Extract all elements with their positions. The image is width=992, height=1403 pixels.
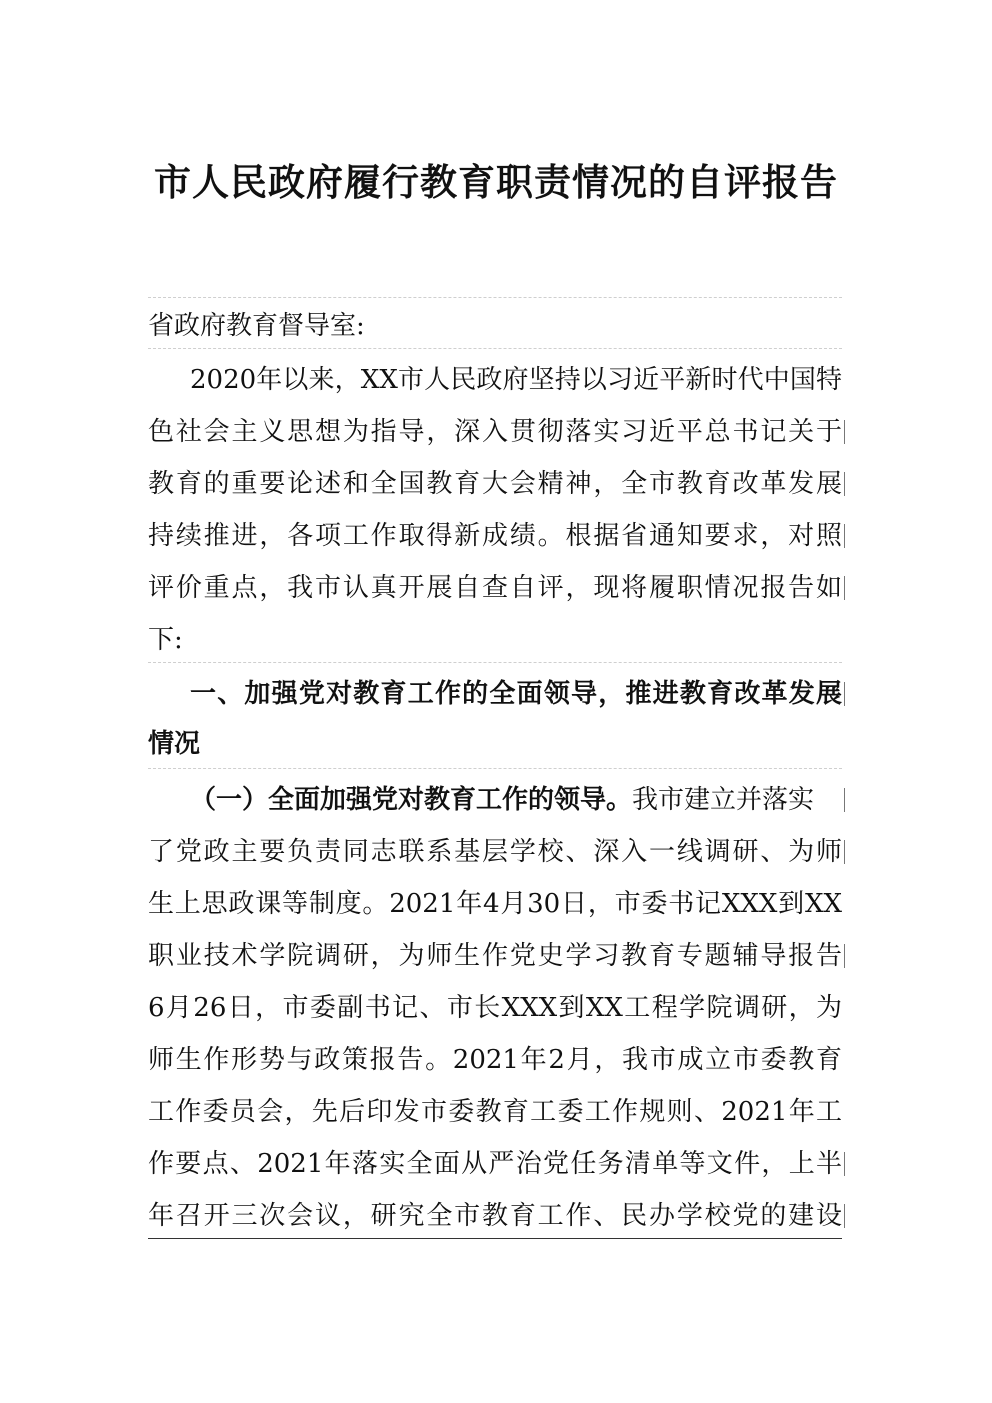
subsection-first-line	[190, 780, 842, 820]
margin-mark	[844, 788, 845, 812]
divider	[148, 768, 842, 769]
body-line: 职业技术学院调研，为师生作党史学习教育专题辅导报告	[148, 941, 842, 971]
section-heading: 情况	[148, 729, 201, 759]
section-heading: 一、加强党对教育工作的全面领导，推进教育改革发展	[190, 679, 842, 709]
margin-mark	[844, 420, 845, 444]
intro-line: 2020年以来，XX市人民政府坚持以习近平新时代中国特	[190, 365, 842, 395]
body-line: 作要点、2021年落实全面从严治党任务清单等文件，上半	[148, 1149, 842, 1179]
salutation: 省政府教育督导室:	[148, 311, 365, 341]
margin-mark	[844, 840, 845, 864]
subsection-heading: （一）全面加强党对教育工作的领导。	[190, 785, 633, 815]
intro-line: 持续推进，各项工作取得新成绩。根据省通知要求，对照	[148, 521, 842, 551]
body-line: 工作委员会，先后印发市委教育工委工作规则、2021年工	[148, 1097, 842, 1127]
margin-mark	[844, 1204, 845, 1228]
body-line: 师生作形势与政策报告。2021年2月，我市成立市委教育	[148, 1045, 842, 1075]
body-line: 了党政主要负责同志联系基层学校、深入一线调研、为师	[148, 837, 842, 867]
body-line: 6月26日，市委副书记、市长XXX到XX工程学院调研，为	[148, 993, 842, 1023]
intro-line: 教育的重要论述和全国教育大会精神，全市教育改革发展	[148, 469, 842, 499]
divider	[148, 348, 842, 349]
margin-mark	[844, 472, 845, 496]
body-line: 生上思政课等制度。2021年4月30日，市委书记XXX到XX	[148, 889, 842, 919]
page-bottom-rule	[148, 1238, 842, 1239]
divider	[148, 662, 842, 663]
divider	[148, 297, 842, 298]
margin-mark	[844, 1152, 845, 1176]
body-line: 年召开三次会议，研究全市教育工作、民办学校党的建设	[148, 1201, 842, 1231]
intro-line: 下:	[148, 625, 183, 655]
subsection-text: 我市建立并落实	[632, 785, 815, 815]
intro-line: 色社会主义思想为指导，深入贯彻落实习近平总书记关于	[148, 417, 842, 447]
margin-mark	[844, 944, 845, 968]
margin-mark	[844, 682, 845, 706]
margin-mark	[844, 576, 845, 600]
margin-mark	[844, 524, 845, 548]
document-title: 市人民政府履行教育职责情况的自评报告	[154, 160, 838, 204]
intro-line: 评价重点，我市认真开展自查自评，现将履职情况报告如	[148, 573, 842, 603]
